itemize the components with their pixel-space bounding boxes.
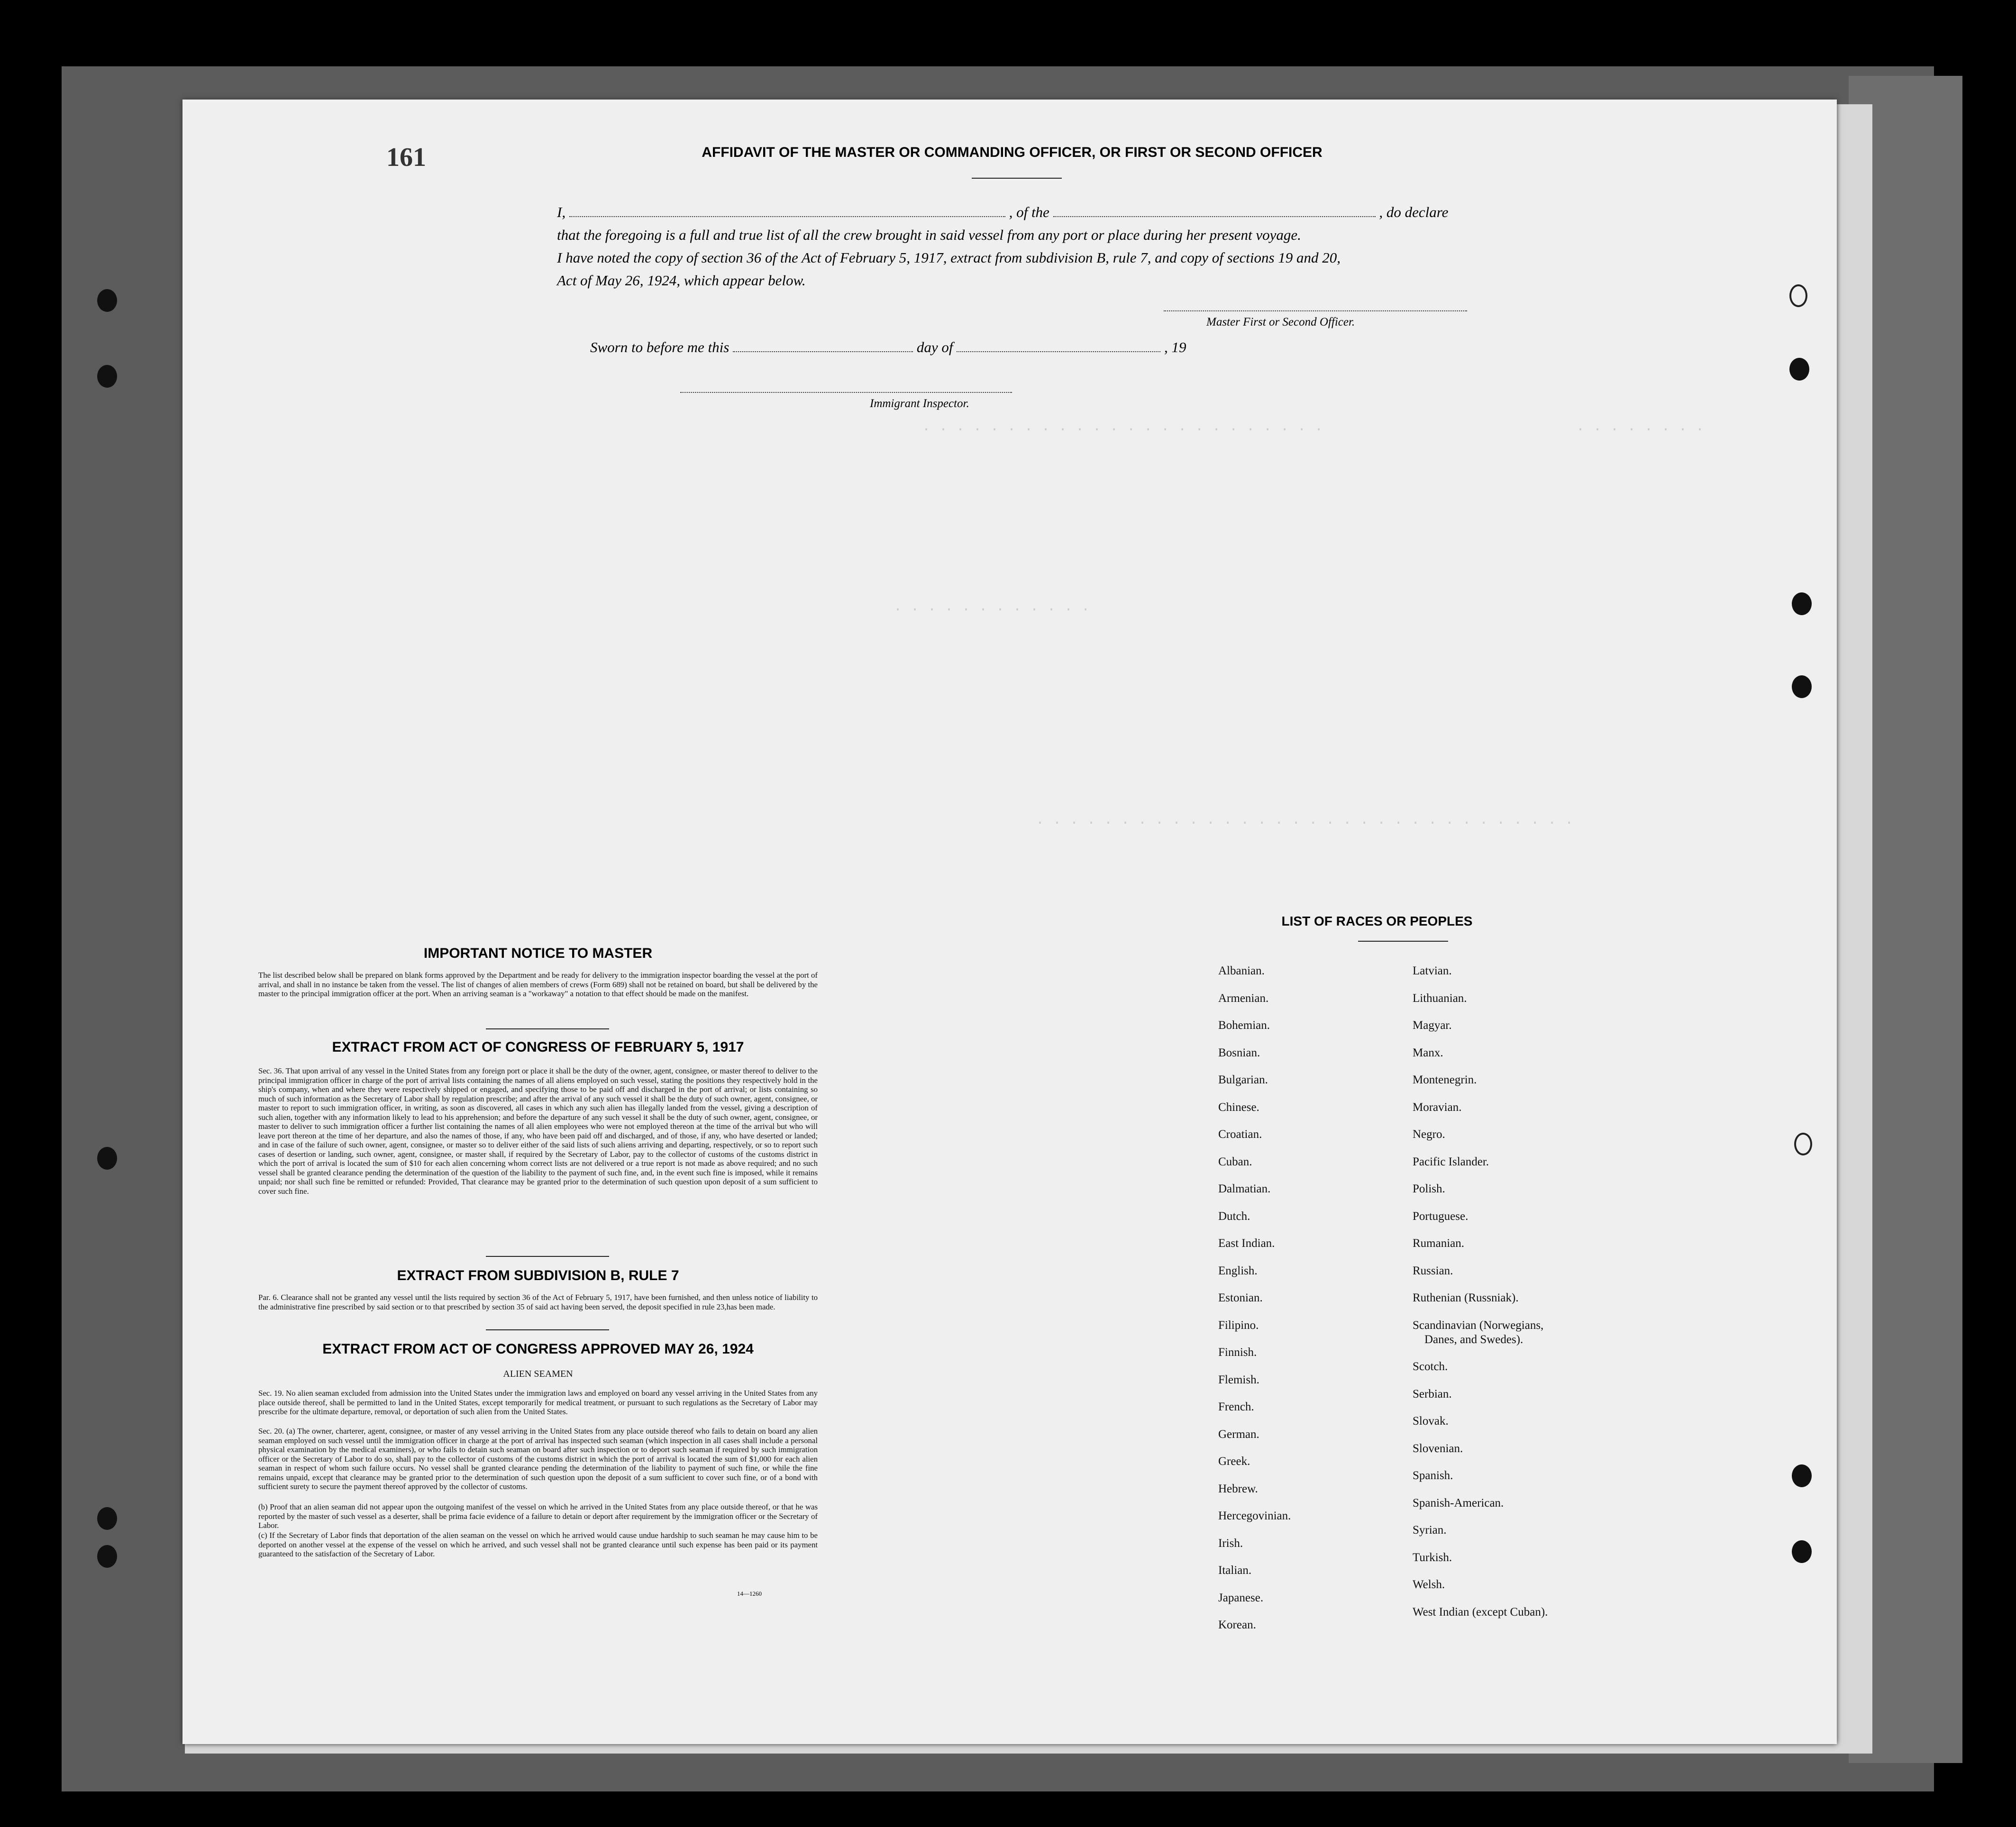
vessel-blank xyxy=(1053,208,1376,217)
extract-rule7-title: EXTRACT FROM SUBDIVISION B, RULE 7 xyxy=(397,1268,679,1283)
races-title: LIST OF RACES OR PEOPLES xyxy=(1281,914,1473,928)
divider xyxy=(486,1329,609,1330)
race-item: Irish. xyxy=(1218,1536,1243,1550)
sec20a-body: Sec. 20. (a) The owner, charterer, agent, consignee, or master of any vessel arriving in the United States from any place outside thereof who fails to detain on board any alien seaman employed on such vessel until the immigration officer in charge at the port of arrival has inspected such seaman (which inspection in all cases shall include a personal physical examination by the medical examiners), or who fails to detain such seaman on board after such inspection or to deport such seaman if required by such immigration officer or the Secretary of Labor to do so, shall pay to the collector of customs of the customs district in which the port of arrival is located the sum of $1,000 for each alien seaman in respect of whom such failure occurs. No vessel shall be granted clearance pending the determination of the liability to payment of such fine, or while the fine remains unpaid, except that clearance may be granted prior to the determination of such question upon the deposit of a sum sufficient to cover such fine, or of a bond with sufficient surety to secure the payment thereof approved by the collector of customs. xyxy=(258,1427,818,1491)
extract-1924-title: EXTRACT FROM ACT OF CONGRESS APPROVED MAY 26, 1924 xyxy=(322,1341,754,1357)
race-item: German. xyxy=(1218,1427,1259,1441)
race-item: English. xyxy=(1218,1264,1258,1277)
race-item: Spanish. xyxy=(1413,1469,1453,1482)
race-item: Cuban. xyxy=(1218,1155,1252,1168)
race-item: Russian. xyxy=(1413,1264,1453,1277)
punch-hole xyxy=(97,1545,117,1568)
divider xyxy=(486,1028,609,1029)
race-item: Polish. xyxy=(1413,1182,1445,1195)
master-signature-caption: Master First or Second Officer. xyxy=(1206,316,1355,328)
race-item: Scandinavian (Norwegians, xyxy=(1413,1318,1544,1332)
punch-hole xyxy=(1792,592,1812,615)
document-page: 161 · · · · · · · · · · · · · · · · · · · · · · · · · · · · · · · · · · · · · · · · · · · · · · · · · · · · · · · · · · · · · · · · · · · · · · · · · · · · AFFIDAVIT OF THE MASTER OR COMMANDING OFFICER, OR FIRST OR SECOND OFFICER I, , of the , do declare that the foregoing is a full and true list of all the crew brought in said vessel from any port or place during her present voyage. I have noted the copy of section 36 of the Act of February 5, 1917, extract from subdivision B, rule 7, and copy of sections 19 and 20, Act of May 26, 1924, which appear below. Master First or Second Officer. Sworn to before me this day of , 19 Immigrant Inspector. IMPORTANT NOTICE TO MASTER The list described below shall be prepared on blank forms approved by the Department and be ready for delivery to the immigration inspector boarding the vessel at the port of arrival, and shall in no instance be taken from the vessel. The list of changes of alien members of crews (Form 689) shall not be retained on board, but shall be delivered by the master to the principal immigration officer at the port. When an arriving seaman is a "workaway" a notation to that effect should be made on the manifest. EXTRACT FROM ACT OF CONGRESS OF FEBRUARY 5, 1917 Sec. 36. That upon arrival of any vessel in the United States from any foreign port or place it shall be the duty of the owner, agent, consignee, or master thereof to deliver to the principal immigration officer in charge of the port of arrival lists containing the names of all aliens employed on such vessel, stating the positions they respectively hold in the ship's company, when and where they were respectively shipped or engaged, and specifying those to be paid off and discharged in the port of arrival; or lists containing so much of such information as the Secretary of Labor shall by regulation prescribe; and after the arrival of any such vessel it shall be the duty of such owner, agent, consignee, or master to report to such immigration officer, in writing, as soon as discovered, all cases in which any such alien has illegally landed from the vessel, giving a description of such alien, together with any information likely to lead to his apprehension; and before the departure of any such vessel it shall be the duty of such owner, agent, consignee, or master to deliver to such immigration officer a further list containing the names of all alien employees who were not employed thereon at the time of the arrival but who will leave port thereon at the time of her departure, and also the names of those, if any, who have been paid off and discharged, and of those, if any, who have deserted or landed; and in case of the failure of such owner, agent, consignee, or master so to deliver either of the said lists of such aliens arriving and departing, respectively, or so to report such cases of desertion or landing, such owner, agent, consignee, or master shall, if required by the Secretary of Labor, pay to the collector of customs of the customs district in which the port of arrival is located the sum of $10 for each alien concerning whom correct lists are not delivered or a true report is not made as above required; and no such vessel shall be granted clearance pending the determination of the question of the liability to the payment of such fine, and, in the event such fine is imposed, while it remains unpaid; nor shall such fine be remitted or refunded: Provided, That clearance may be granted prior to the determination of such question upon deposit of a sum sufficient to cover such fine. EXTRACT FROM SUBDIVISION B, RULE 7 Par. 6. Clearance shall not be granted any vessel until the lists required by section 36 of the Act of February 5, 1917, have been furnished, and then unless notice of liability to the administrative fine prescribed by said section or to that prescribed by section 35 of said act having been served, the deposit specified in rule 23,has been made. EXTRACT FROM ACT OF CONGRESS APPROVED MAY 26, 1924 ALIEN SEAMEN Sec. 19. No alien seaman excluded from admission into the United States under the immigration laws and employed on board any vessel arriving in the United States from any place outside thereof, shall be permitted to land in the United States, except temporarily for medical treatment, or pursuant to such regulations as the Secretary of Labor may prescribe for the ultimate departure, removal, or deportation of such alien from the United States. Sec. 20. (a) The owner, charterer, agent, consignee, or master of any vessel arriving in the United States from any place outside thereof who fails to detain on board any alien seaman employed on such vessel until the immigration officer in charge at the port of arrival has inspected such seaman (which inspection in all cases shall include a personal physical examination by the medical examiners), or who fails to detain such seaman on board after such inspection or to deport such seaman if required by such immigration officer or the Secretary of Labor to do so, shall pay to the collector of customs of the customs district in which the port of arrival is located the sum of $1,000 for each alien seaman in respect of whom such failure occurs. No vessel shall be granted clearance pending the determination of the liability to payment of such fine, or while the fine remains unpaid, except that clearance may be granted prior to the determination of such question upon the deposit of a sum sufficient to cover such fine, or of a bond with sufficient surety to secure the payment thereof approved by the collector of customs. (b) Proof that an alien seaman did not appear upon the outgoing manifest of the vessel on which he arrived in the United States from any place outside thereof, or that he was reported by the master of such vessel as a deserter, shall be prima facie evidence of a failure to detain or deport after requirement by the immigration officer or the Secretary of Labor. (c) If the Secretary of Labor finds that deportation of the alien seaman on the vessel on which he arrived would cause undue hardship to such seaman he may cause him to be deported on another vessel at the expense of the vessel on which he arrived, and such vessel shall not be granted clearance until such expense has been paid or its payment guaranteed to the satisfaction of the Secretary of Labor. 14—1260 LIST OF RACES OR PEOPLES Albanian. Armenian. Bohemian. Bosnian. Bulgarian. Chinese. Croatian. Cuban. Dalmatian. Dutch. East Indian. English. Estonian. Filipino. Finnish. Flemish. French. German. Greek. Hebrew. Hercegovinian. Irish. Italian. Japanese. Korean. Latvian. Lithuanian. Magyar. Manx. Montenegrin. Moravian. Negro. Pacific Islander. Polish. Portuguese. Rumanian. Russian. Ruthenian (Russniak). Scandinavian (Norwegians, Danes, and Swedes). Scotch. Serbian. Slovak. Slovenian. Spanish. Spanish-American. Syrian. Turkish. Welsh. West Indian (except Cuban). xyxy=(182,100,1837,1744)
race-item: Korean. xyxy=(1218,1618,1256,1631)
race-item: Syrian. xyxy=(1413,1524,1447,1536)
sec20c-body: (c) If the Secretary of Labor finds that deportation of the alien seaman on the vessel on which he arrived would cause undue hardship to such seaman he may cause him to be deported on another vessel at the expense of the vessel on which he arrived, and such vessel shall not be granted clearance until such expense has been paid or its payment guaranteed to the satisfaction of the Secretary of Labor. xyxy=(258,1531,818,1558)
extract-1917-body: Sec. 36. That upon arrival of any vessel in the United States from any foreign port or place it shall be the duty of the owner, agent, consignee, or master thereof to deliver to the principal immigration officer in charge of the port of arrival lists containing the names of all aliens employed on such vessel, stating the positions they respectively hold in the ship's company, when and where they were respectively shipped or engaged, and specifying those to be paid off and discharged in the port of arrival; or lists containing so much of such information as the Secretary of Labor shall by regulation prescribe; and after the arrival of any such vessel it shall be the duty of such owner, agent, consignee, or master to report to such immigration officer, in writing, as soon as discovered, all cases in which any such alien has illegally landed from the vessel, giving a description of such alien, together with any information likely to lead to his apprehension; and before the departure of any such vessel it shall be the duty of such owner, agent, consignee, or master to deliver to such immigration officer a further list containing the names of all alien employees who were not employed thereon at the time of the arrival but who will leave port thereon at the time of her departure, and also the names of those, if any, who have been paid off and discharged, and of those, if any, who have deserted or landed; and in case of the failure of such owner, agent, consignee, or master so to deliver either of the said lists of such aliens arriving and departing, respectively, or so to report such cases of desertion or landing, such owner, agent, consignee, or master shall, if required by the Secretary of Labor, pay to the collector of customs of the customs district in which the port of arrival is located the sum of $10 for each alien concerning whom correct lists are not delivered or a true report is not made as above required; and no such vessel shall be granted clearance pending the determination of the question of the liability to the payment of such fine, and, in the event such fine is imposed, while it remains unpaid; nor shall such fine be remitted or refunded: Provided, That clearance may be granted prior to the determination of such question upon deposit of a sum sufficient to cover such fine. xyxy=(258,1066,818,1196)
punch-hole xyxy=(1792,1540,1812,1563)
race-item: Lithuanian. xyxy=(1413,991,1467,1005)
declaration-text-2: that the foregoing is a full and true list of all the crew brought in said vessel from any port or place during her present voyage. xyxy=(557,227,1301,243)
race-item: Negro. xyxy=(1413,1128,1445,1141)
race-item: Japanese. xyxy=(1218,1591,1264,1604)
race-item: Bohemian. xyxy=(1218,1019,1270,1032)
sworn-year: , 19 xyxy=(1164,339,1186,355)
form-number: 14—1260 xyxy=(737,1590,762,1597)
sworn-day-of: day of xyxy=(916,339,953,355)
inspector-caption: Immigrant Inspector. xyxy=(870,397,969,410)
punch-hole xyxy=(97,1507,117,1530)
race-item: East Indian. xyxy=(1218,1237,1275,1250)
race-item: French. xyxy=(1218,1400,1254,1413)
race-item: Finnish. xyxy=(1218,1346,1257,1359)
race-item: Slovak. xyxy=(1413,1415,1449,1427)
race-item: Dutch. xyxy=(1218,1209,1250,1223)
race-item: West Indian (except Cuban). xyxy=(1413,1605,1548,1618)
punch-hole xyxy=(1794,1133,1812,1155)
race-item: Magyar. xyxy=(1413,1019,1452,1032)
race-item: Italian. xyxy=(1218,1564,1252,1577)
race-item-continued: Danes, and Swedes). xyxy=(1424,1333,1523,1346)
race-item: Croatian. xyxy=(1218,1128,1262,1141)
punch-hole xyxy=(97,1147,117,1170)
punch-hole xyxy=(1792,1464,1812,1487)
race-item: Turkish. xyxy=(1413,1551,1452,1564)
punch-hole xyxy=(1789,358,1809,381)
race-item: Greek. xyxy=(1218,1455,1250,1468)
punch-hole xyxy=(1792,675,1812,698)
race-item: Armenian. xyxy=(1218,991,1269,1005)
race-item: Hercegovinian. xyxy=(1218,1509,1291,1522)
race-item: Montenegrin. xyxy=(1413,1073,1477,1086)
race-item: Bulgarian. xyxy=(1218,1073,1268,1086)
sec19-body: Sec. 19. No alien seaman excluded from admission into the United States under the immigration laws and employed on board any vessel arriving in the United States from any place outside thereof, shall be permitted to land in the United States, except temporarily for medical treatment, or pursuant to such regulations as the Secretary of Labor may prescribe for the ultimate departure, removal, or deportation of such alien from the United States. xyxy=(258,1389,818,1416)
name-blank xyxy=(569,208,1005,217)
race-item: Estonian. xyxy=(1218,1291,1263,1304)
race-item: Serbian. xyxy=(1413,1387,1452,1400)
divider xyxy=(486,1256,609,1257)
race-item: Welsh. xyxy=(1413,1578,1445,1591)
declaration-of-the: , of the xyxy=(1009,204,1049,220)
race-item: Flemish. xyxy=(1218,1373,1259,1386)
title-underline xyxy=(972,178,1062,179)
notice-title: IMPORTANT NOTICE TO MASTER xyxy=(423,945,653,961)
punch-hole xyxy=(1789,284,1807,307)
race-item: Bosnian. xyxy=(1218,1046,1260,1059)
race-item: Dalmatian. xyxy=(1218,1182,1271,1195)
sec20b-body: (b) Proof that an alien seaman did not appear upon the outgoing manifest of the vessel on which he arrived in the United States from any place outside thereof, or that he was reported by the master of such vessel as a deserter, shall be prima facie evidence of a failure to detain or deport after requirement by the immigration officer or the Secretary of Labor. xyxy=(258,1502,818,1530)
affidavit-title: AFFIDAVIT OF THE MASTER OR COMMANDING OFFICER, OR FIRST OR SECOND OFFICER xyxy=(702,145,1323,160)
race-item: Albanian. xyxy=(1218,964,1265,977)
inspector-signature-line xyxy=(680,392,1012,393)
sworn-line xyxy=(590,339,1186,356)
declaration-i: I, xyxy=(557,204,566,220)
race-item: Manx. xyxy=(1413,1046,1443,1059)
race-item: Hebrew. xyxy=(1218,1482,1258,1495)
notice-body: The list described below shall be prepared on blank forms approved by the Department and be ready for delivery to the immigration inspector boarding the vessel at the port of arrival, and shall in no instance be taken from the vessel. The list of changes of alien members of crews (Form 689) shall not be retained on board, but shall be delivered by the master to the principal immigration officer at the port. When an arriving seaman is a "workaway" a notation to that effect should be made on the manifest. xyxy=(258,971,818,998)
punch-hole xyxy=(97,289,117,312)
race-item: Spanish-American. xyxy=(1413,1496,1504,1509)
race-item: Ruthenian (Russniak). xyxy=(1413,1291,1519,1304)
race-item: Moravian. xyxy=(1413,1100,1462,1114)
master-signature-line xyxy=(1164,310,1467,311)
alien-seamen-heading: ALIEN SEAMEN xyxy=(503,1369,573,1379)
declaration-text-3: I have noted the copy of section 36 of the Act of February 5, 1917, extract from subdivision B, rule 7, and copy of sections 19 and 20, xyxy=(557,249,1341,266)
page-number: 161 xyxy=(386,143,426,172)
sworn-month-blank xyxy=(957,343,1160,352)
race-item: Scotch. xyxy=(1413,1360,1448,1373)
declaration-line xyxy=(557,204,1666,221)
sworn-day-blank xyxy=(733,343,913,352)
race-item: Pacific Islander. xyxy=(1413,1155,1489,1168)
declaration-text-4: Act of May 26, 1924, which appear below. xyxy=(557,272,806,289)
declaration-do-declare: , do declare xyxy=(1379,204,1449,220)
race-item: Rumanian. xyxy=(1413,1237,1465,1250)
extract-1917-title: EXTRACT FROM ACT OF CONGRESS OF FEBRUARY 5, 1917 xyxy=(332,1039,744,1055)
sworn-text: Sworn to before me this xyxy=(590,339,730,355)
race-item: Portuguese. xyxy=(1413,1209,1469,1223)
extract-rule7-body: Par. 6. Clearance shall not be granted any vessel until the lists required by section 36 of the Act of February 5, 1917, have been furnished, and then unless notice of liability to the administrative fine prescribed by said section or to that prescribed by section 35 of said act having been served, the deposit specified in rule 23,has been made. xyxy=(258,1293,818,1311)
punch-hole xyxy=(97,365,117,388)
race-item: Chinese. xyxy=(1218,1100,1259,1114)
race-item: Slovenian. xyxy=(1413,1442,1463,1455)
race-item: Latvian. xyxy=(1413,964,1452,977)
races-underline xyxy=(1358,941,1448,942)
race-item: Filipino. xyxy=(1218,1318,1259,1332)
